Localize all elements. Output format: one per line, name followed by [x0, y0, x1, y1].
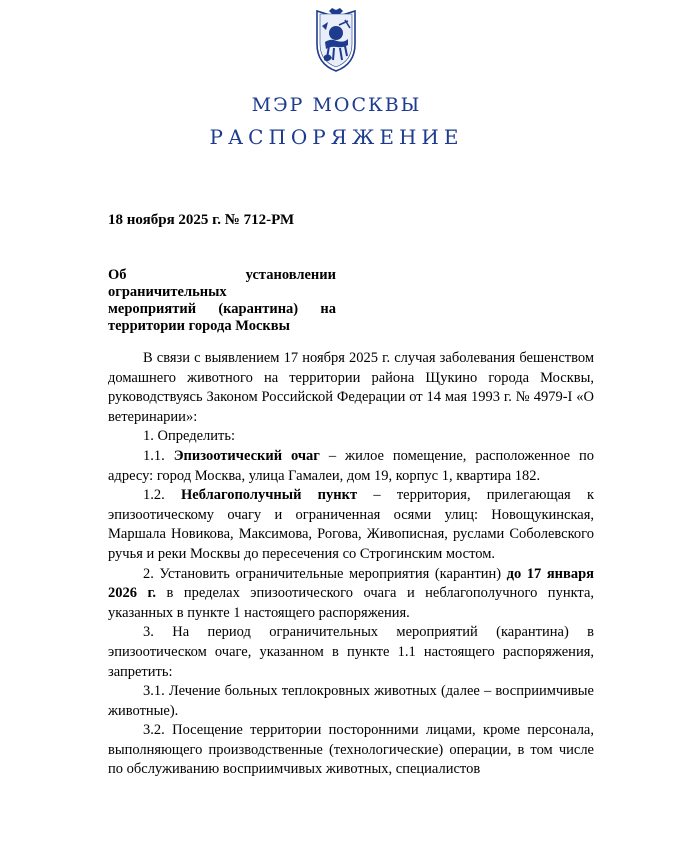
subject-line: Об установлении ограничительных	[108, 267, 336, 300]
document-body	[108, 349, 594, 780]
item-2	[108, 565, 594, 624]
item-1-2	[108, 486, 594, 564]
item-term: Неблагополучный пункт	[180, 487, 358, 504]
document-subject	[108, 267, 336, 335]
item-number: 1.1.	[143, 447, 165, 464]
item-1: 1. Определить:	[143, 428, 236, 445]
date-and-number: 18 ноября 2025 г. № 712-РМ	[108, 212, 295, 228]
item-number: 1.2.	[143, 487, 165, 504]
item-3: 3. На период ограничительных мероприятий (карантина) в эпизоотическом очаге, указанном в пункте 1.1 настоящего распоряжения, запретить:	[108, 624, 594, 680]
item-lead: 2. Установить ограничительные мероприятия (карантин)	[143, 565, 502, 582]
item-text: в пределах эпизоотического очага и неблагополучного пункта, указанных в пункте 1 настоящего распоряжения.	[108, 585, 595, 621]
item-text: – территория, прилегающая к эпизоотическому очагу и ограниченная осями улиц: Новощукинская, Маршала Новикова, Максимова, Рогова, Живописная, руслами Соболевского ручья и реки Москвы до пересечения со Строгинским мостом.	[108, 487, 595, 562]
item-term: до 17 января 2026 г.	[108, 565, 595, 602]
subject-line: территории города Москвы	[108, 318, 290, 334]
item-1-1	[108, 447, 594, 486]
document-type-title: РАСПОРЯЖЕНИЕ	[209, 125, 464, 149]
subject-line: мероприятий (карантина) на	[108, 301, 336, 317]
item-3-2: 3.2. Посещение территории посторонними лицами, кроме персонала, выполняющего производственные (технологические) операции, в том числе по обслуживанию восприимчивых животных, специалистов	[108, 722, 594, 778]
item-term: Эпизоотический очаг	[173, 447, 320, 464]
intro-paragraph: В связи с выявлением 17 ноября 2025 г. случая заболевания бешенством домашнего животного на территории района Щукино города Москвы, руководствуясь Законом Российской Федерации от 14 мая 1993 г. № 4979-I «О ветеринарии»:	[108, 350, 594, 425]
item-3-1: 3.1. Лечение больных теплокровных животных (далее – восприимчивые животные).	[108, 683, 594, 719]
organization-title: МЭР МОСКВЫ	[251, 94, 422, 116]
moscow-coat-of-arms-icon	[307, 8, 365, 74]
item-text: – жилое помещение, расположенное по адресу: город Москва, улица Гамалеи, дом 19, корпус 1, квартира 182.	[108, 447, 595, 484]
